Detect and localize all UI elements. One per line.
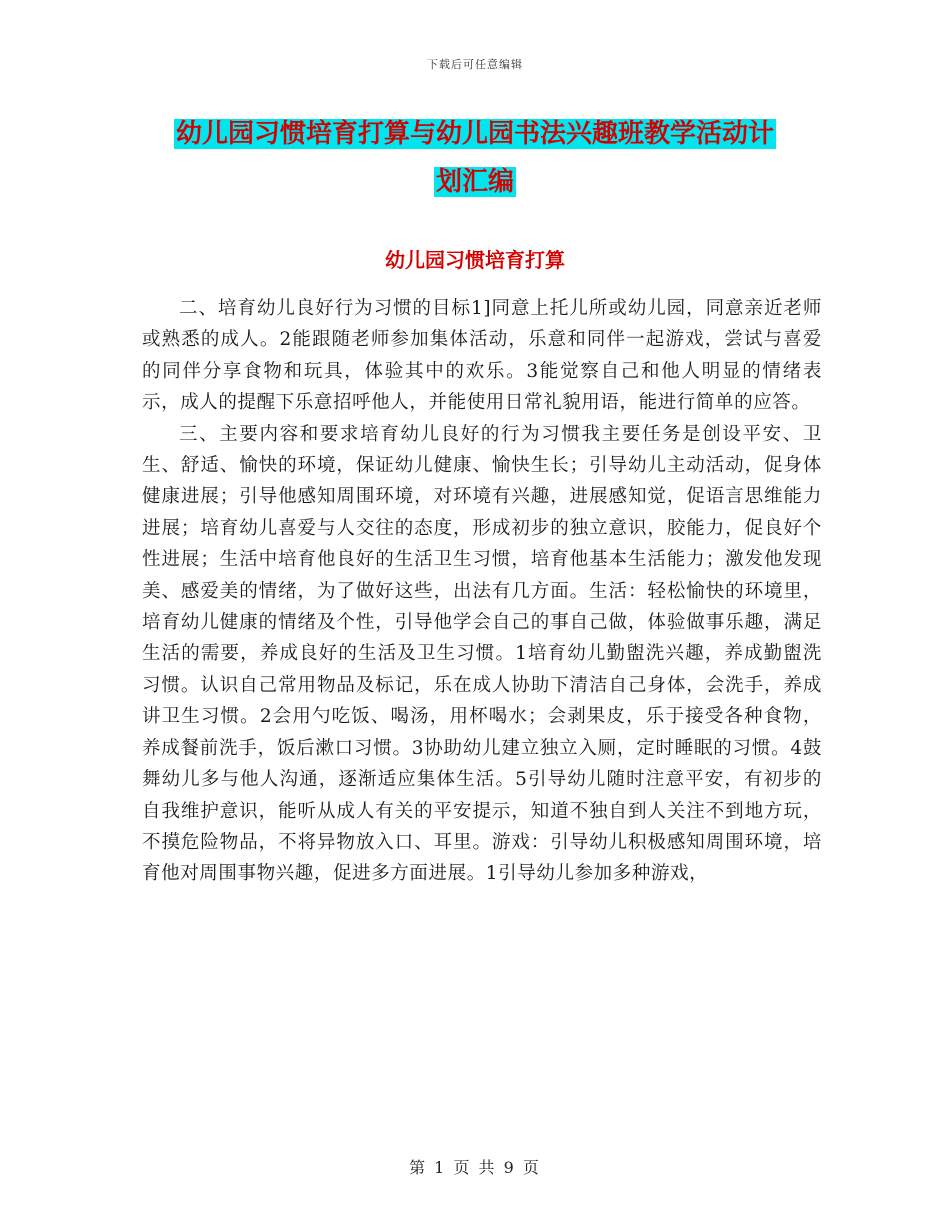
page-footer: 第 1 页 共 9 页 xyxy=(409,1158,541,1177)
document-title xyxy=(0,110,950,206)
section-heading: 幼儿园习惯培育打算 xyxy=(385,248,565,272)
document-title-line-2: 划汇编 xyxy=(435,167,514,197)
page-header-note: 下载后可任意编辑 xyxy=(427,58,523,71)
paragraph-1: 二、培育幼儿良好行为习惯的目标1]同意上托儿所或幼儿园，同意亲近老师或熟悉的成人。2能跟随老师参加集体活动，乐意和同伴一起游戏，尝试与喜爱的同伴分享食物和玩具，体验其中的欢乐。3能觉察自己和他人明显的情绪表示，成人的提醒下乐意招呼他人，并能使用日常礼貌用语，能进行简单的应答。 xyxy=(142,298,822,414)
document-title-line-1: 幼儿园习惯培育打算与幼儿园书法兴趣班教学活动计 xyxy=(175,119,774,149)
document-body xyxy=(142,293,822,890)
paragraph-2: 三、主要内容和要求培育幼儿良好的行为习惯我主要任务是创设平安、卫生、舒适、愉快的环境，保证幼儿健康、愉快生长；引导幼儿主动活动，促身体健康进展；引导他感知周围环境，对环境有兴趣，进展感知觉，促语言思维能力进展；培育幼儿喜爱与人交往的态度，形成初步的独立意识，胶能力，促良好个性进展；生活中培育他良好的生活卫生习惯，培育他基本生活能力；激发他发现美、感爱美的情绪，为了做好这些，出法有几方面。生活：轻松愉快的环境里，培育幼儿健康的情绪及个性，引导他学会自己的事自己做，体验做事乐趣，满足生活的需要，养成良好的生活及卫生习惯。1培育幼儿勤盥洗兴趣，养成勤盥洗习惯。认识自己常用物品及标记，乐在成人协助下清洁自己身体，会洗手，养成讲卫生习惯。2会用勺吃饭、喝汤，用杯喝水；会剥果皮，乐于接受各种食物，养成餐前洗手，饭后漱口习惯。3协助幼儿建立独立入厕，定时睡眠的习惯。4鼓舞幼儿多与他人沟通，逐渐适应集体生活。5引导幼儿随时注意平安，有初步的自我维护意识，能听从成人有关的平安提示，知道不独自到人关注不到地方玩，不摸危险物品，不将异物放入口、耳里。游戏：引导幼儿积极感知周围环境，培育他对周围事物兴趣，促进多方面进展。1引导幼儿参加多种游戏， xyxy=(142,423,822,885)
